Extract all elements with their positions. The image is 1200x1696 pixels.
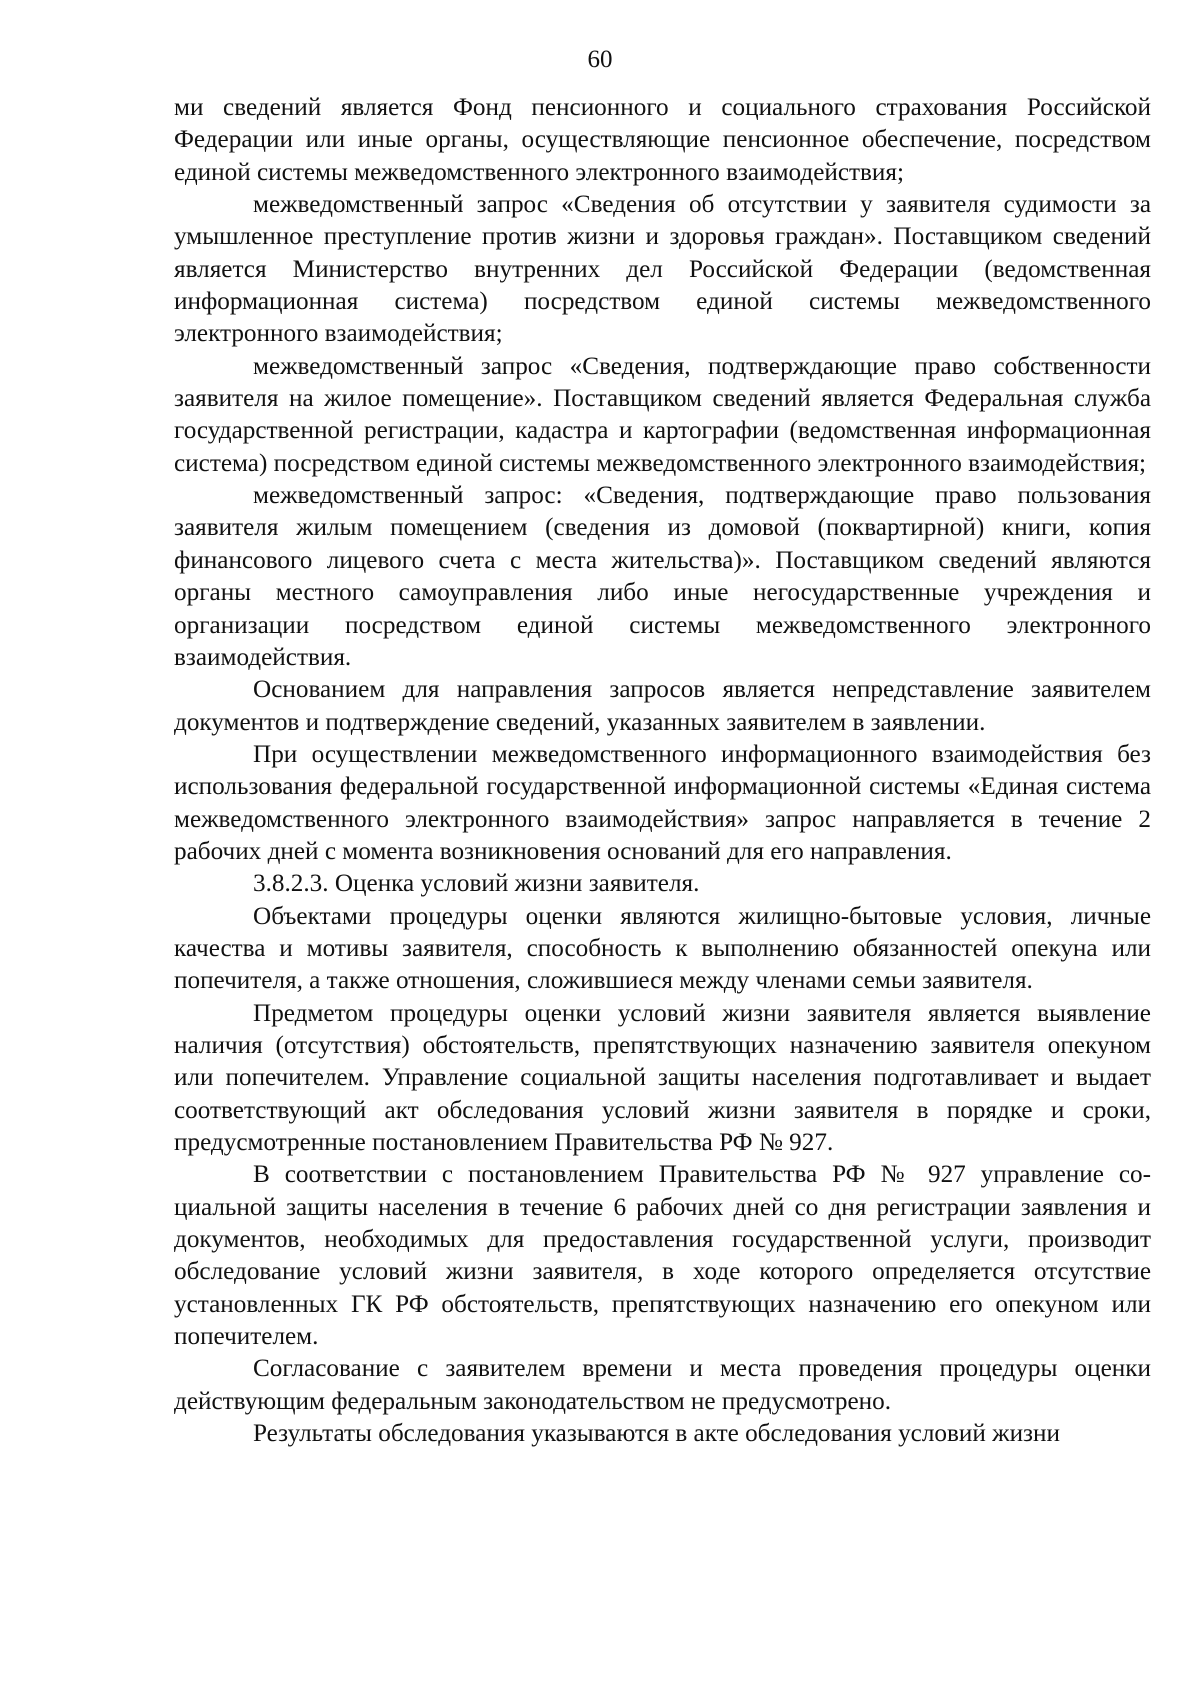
paragraph-request-grounds: Основанием для направления запросов является непредставление заявителем документов и подтверждение сведений, указанных заявителем в заявлении. — [174, 676, 1151, 736]
paragraph-request-deadline: При осуществлении межведомственного информационного взаимодействия без использования федеральной государственной информационной системы «Единая система межведомственного электронного взаимодействия» запрос направляется в течение 2 рабочих дней с момента возникновения оснований для его направления. — [174, 740, 1151, 865]
paragraph-assessment-subject: Предметом процедуры оценки условий жизни заявителя является выявление наличия (отсутствия) обстоятельств, препятствующих назначению заявителя опекуном или попечителем. Управление социальной защиты населения подготавливает и выдает соответствующий акт обследования условий жизни заявителя в порядке и сроки, предусмотренные постановлением Правительства РФ № 927. — [174, 999, 1151, 1156]
paragraph-property-right-request: межведомственный запрос «Сведения, подтверждающие право собственности заявителя на жилое помещение». Поставщиком сведений является Федеральная служба государственной регистрации, кадастра и картографии (ведомственная информационная система) посредством единой системы межведомственного электронного взаимодействия; — [174, 352, 1151, 477]
page-number: 60 — [587, 46, 613, 73]
paragraph-assessment-objects: Объектами процедуры оценки являются жилищно-бытовые условия, личные качества и мотивы заявителя, способность к выполнению обязанностей опекуна или попечителя, а также отношения, сложившиеся между членами семьи заявителя. — [174, 902, 1151, 995]
paragraph-pension-fund-continuation: ми сведений является Фонд пенсионного и социального страхования Российской Федерации или иные органы, осуществляющие пенсионное обеспечение, посредством единой системы межведомственного электронного взаимодействия; — [174, 94, 1151, 186]
paragraph-inspection-results: Результаты обследования указываются в акте обследования условий жизни — [253, 1420, 1060, 1448]
paragraph-time-place-agreement: Согласование с заявителем времени и места проведения процедуры оценки действующим федеральным законодательством не предусмотрено. — [174, 1355, 1151, 1415]
section-heading-3-8-2-3: 3.8.2.3. Оценка условий жизни заявителя. — [253, 870, 700, 898]
paragraph-criminal-record-request: межведомственный запрос «Сведения об отсутствии у заявителя судимости за умышленное преступление против жизни и здоровья граждан». Поставщиком сведений является Министерство внутренних дел Российской Федерации (ведомственная информационная система) посредством единой системы межведомственного электронного взаимодействия; — [174, 191, 1151, 348]
document-body — [174, 92, 1151, 1450]
paragraph-dwelling-use-request: межведомственный запрос: «Сведения, подтверждающие право пользования заявителя жилым помещением (сведения из домовой (поквартирной) книги, копия финансового лицевого счета с места жительства)». Поставщиком сведений являются органы местного самоуправления либо иные негосударственные учреждения и организации посредством единой системы межведомственного электронного взаимодействия. — [174, 482, 1151, 671]
paragraph-inspection-timeline: В соответствии с постановлением Правительства РФ № 927 управление социальной защиты населения в течение 6 рабочих дней со дня регистрации заявления и документов, необходимых для предоставления государственной услуги, производит обследование условий жизни заявителя, в ходе которого определяется отсутствие установленных ГК РФ обстоятельств, препятствующих назначению его опекуном или попечителем. — [174, 1161, 1151, 1351]
